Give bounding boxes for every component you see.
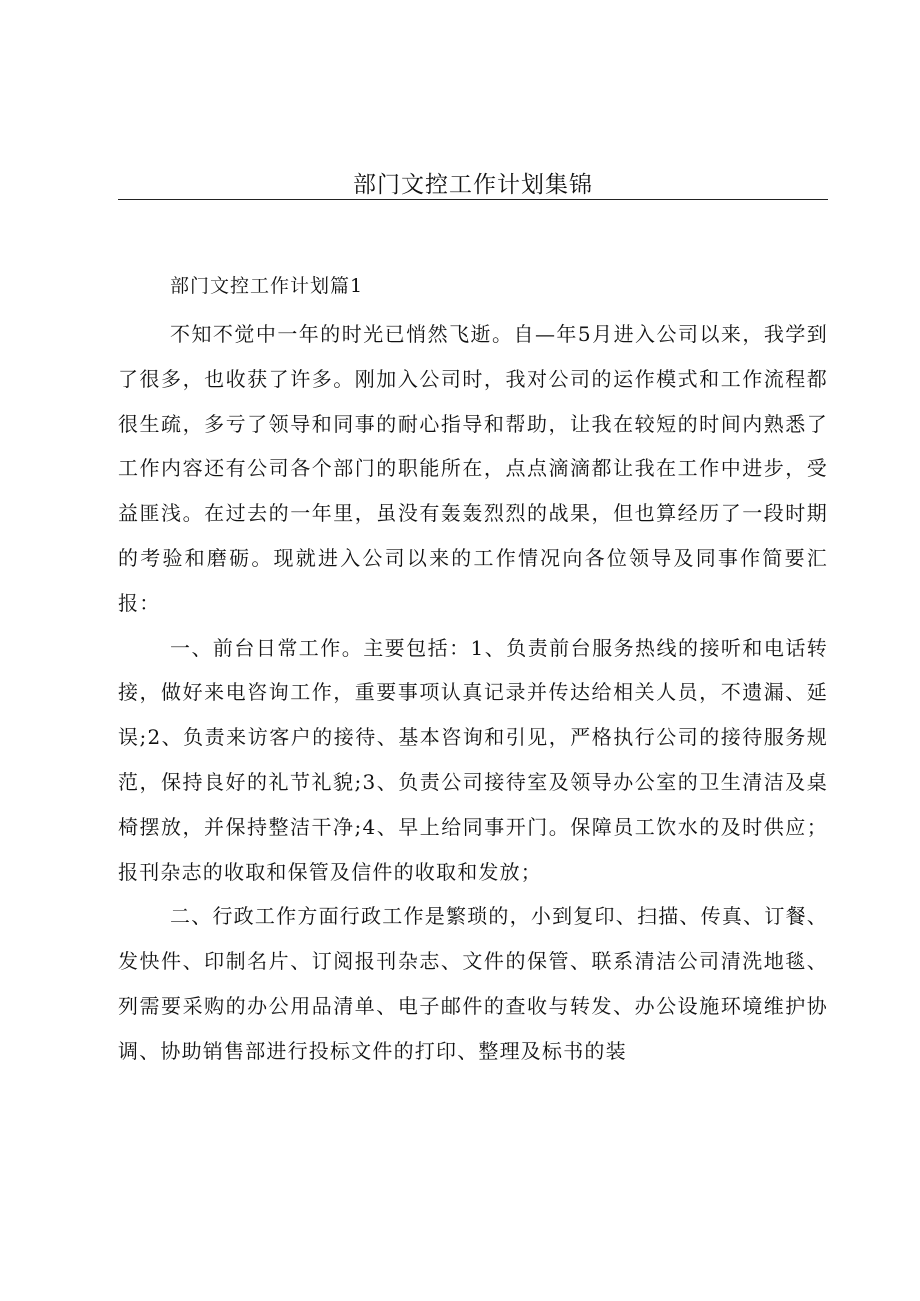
paragraph-intro: 不知不觉中一年的时光已悄然飞逝。自—年5月进入公司以来，我学到了很多，也收获了许多。刚加入公司时，我对公司的运作模式和工作流程都很生疏，多亏了领导和同事的耐心指导和帮助，让我在较短的时间内熟悉了工作内容还有公司各个部门的职能所在，点点滴滴都让我在工作中进步，受益匪浅。在过去的一年里，虽没有轰轰烈烈的战果，但也算经历了一段时期的考验和磨砺。现就进入公司以来的工作情况向各位领导及同事作简要汇报： bbox=[118, 322, 828, 615]
title-underline bbox=[118, 199, 828, 200]
body-text bbox=[118, 312, 828, 1074]
section-heading: 部门文控工作计划篇1 bbox=[170, 275, 364, 297]
document-title: 部门文控工作计划集锦 bbox=[353, 172, 593, 198]
paragraph-front-desk: 一、前台日常工作。主要包括：1、负责前台服务热线的接听和电话转接，做好来电咨询工作，重要事项认真记录并传达给相关人员，不遗漏、延误;2、负责来访客户的接待、基本咨询和引见，严格执行公司的接待服务规范，保持良好的礼节礼貌;3、负责公司接待室及领导办公室的卫生清洁及桌椅摆放，并保持整洁干净;4、早上给同事开门。保障员工饮水的及时供应；报刊杂志的收取和保管及信件的收取和发放； bbox=[118, 635, 828, 884]
paragraph-admin: 二、行政工作方面行政工作是繁琐的，小到复印、扫描、传真、订餐、发快件、印制名片、订阅报刊杂志、文件的保管、联系清洁公司清洗地毯、列需要采购的办公用品清单、电子邮件的查收与转发、办公设施环境维护协调、协助销售部进行投标文件的打印、整理及标书的装 bbox=[118, 904, 828, 1063]
